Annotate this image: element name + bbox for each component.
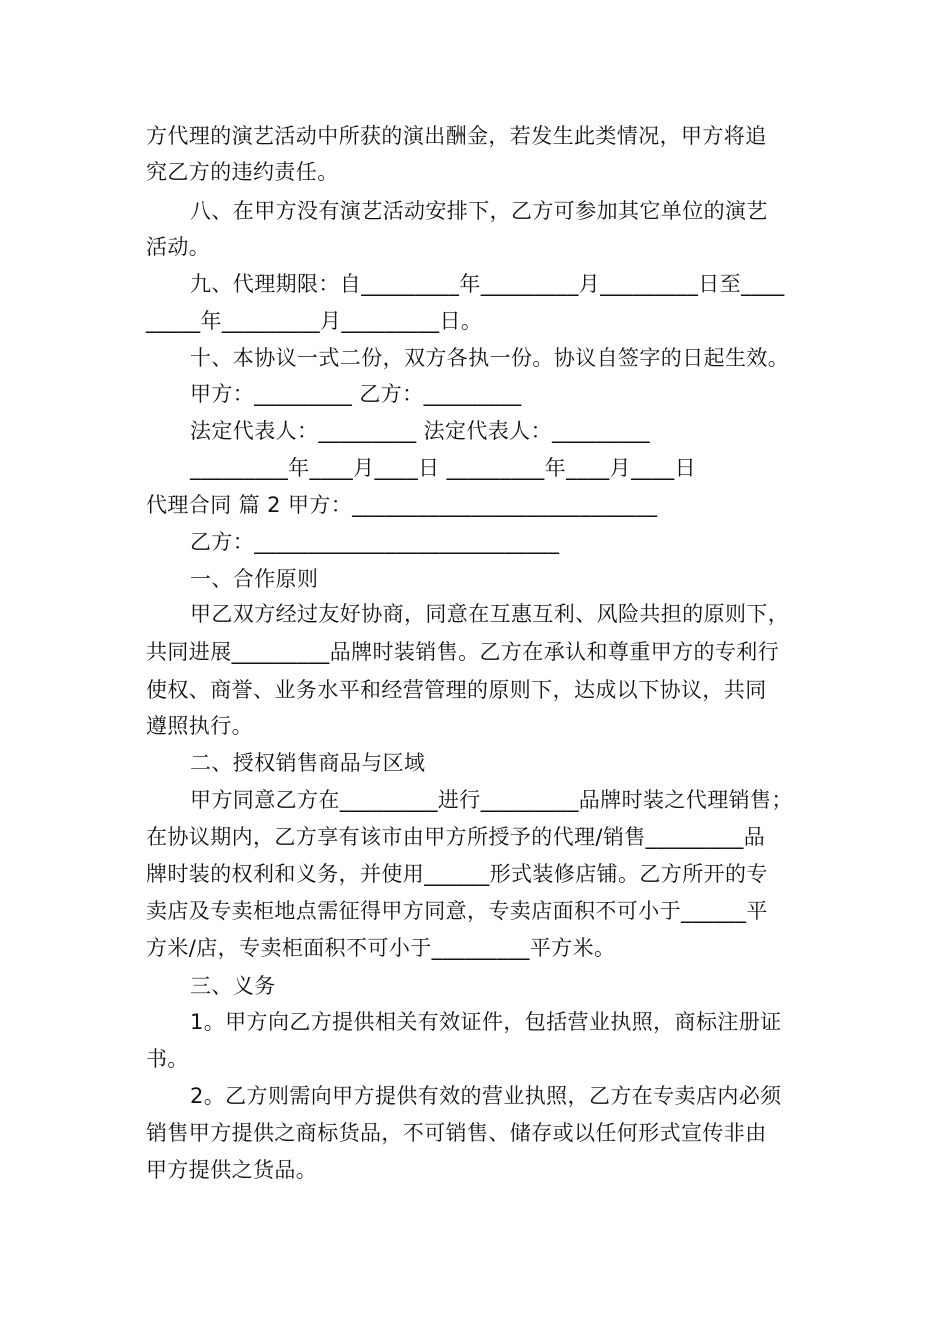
- text-line: 卖店及专卖柜地点需征得甲方同意，专卖店面积不可小于______平: [146, 899, 768, 923]
- text-line: 书。: [146, 1047, 189, 1071]
- text-line: 究乙方的违约责任。: [146, 160, 339, 184]
- text-line: 牌时装的权利和义务，并使用______形式装修店铺。乙方所开的专: [146, 862, 768, 886]
- text-line: 乙方：____________________________: [190, 530, 560, 554]
- text-line: 一、合作原则: [190, 567, 319, 591]
- text-line: 甲方提供之货品。: [146, 1158, 318, 1182]
- text-line: 方米/店，专卖柜面积不可小于_________平方米。: [146, 936, 616, 960]
- text-line: 销售甲方提供之商标货品，不可销售、储存或以任何形式宣传非由: [146, 1121, 767, 1145]
- text-line: 法定代表人：_________ 法定代表人：_________: [190, 419, 651, 443]
- text-line: 十、本协议一式二份，双方各执一份。协议自签字的日起生效。: [190, 346, 790, 370]
- text-line: 方代理的演艺活动中所获的演出酬金，若发生此类情况，甲方将追: [146, 124, 767, 148]
- text-line: 三、义务: [190, 974, 276, 998]
- text-line: 甲乙双方经过友好协商，同意在互惠互利、风险共担的原则下，: [190, 602, 790, 626]
- text-line: 在协议期内，乙方享有该市由甲方所授予的代理/销售_________品: [146, 825, 766, 849]
- text-line: 1。甲方向乙方提供相关有效证件，包括营业执照，商标注册证: [190, 1010, 782, 1034]
- text-line: _________年____月____日 _________年____月____日: [190, 456, 697, 480]
- text-line: 2。乙方则需向甲方提供有效的营业执照，乙方在专卖店内必须: [190, 1084, 782, 1108]
- text-line: 甲方同意乙方在_________进行_________品牌时装之代理销售；: [190, 788, 793, 812]
- text-line: 九、代理期限：自_________年_________月_________日至____: [190, 272, 785, 296]
- text-line: 八、在甲方没有演艺活动安排下，乙方可参加其它单位的演艺: [190, 199, 768, 223]
- text-line: 甲方：_________ 乙方：_________: [190, 382, 522, 406]
- text-line: 活动。: [146, 235, 211, 259]
- text-line: 二、授权销售商品与区域: [190, 751, 426, 775]
- text-line: _____年_________月_________日。: [146, 309, 483, 333]
- text-line: 使权、商誉、业务水平和经营管理的原则下，达成以下协议，共同: [146, 678, 767, 702]
- text-line: 遵照执行。: [146, 714, 253, 738]
- text-line: 共同进展_________品牌时装销售。乙方在承认和尊重甲方的专利行: [146, 640, 780, 664]
- text-line: 代理合同 篇 2 甲方：____________________________: [146, 493, 658, 517]
